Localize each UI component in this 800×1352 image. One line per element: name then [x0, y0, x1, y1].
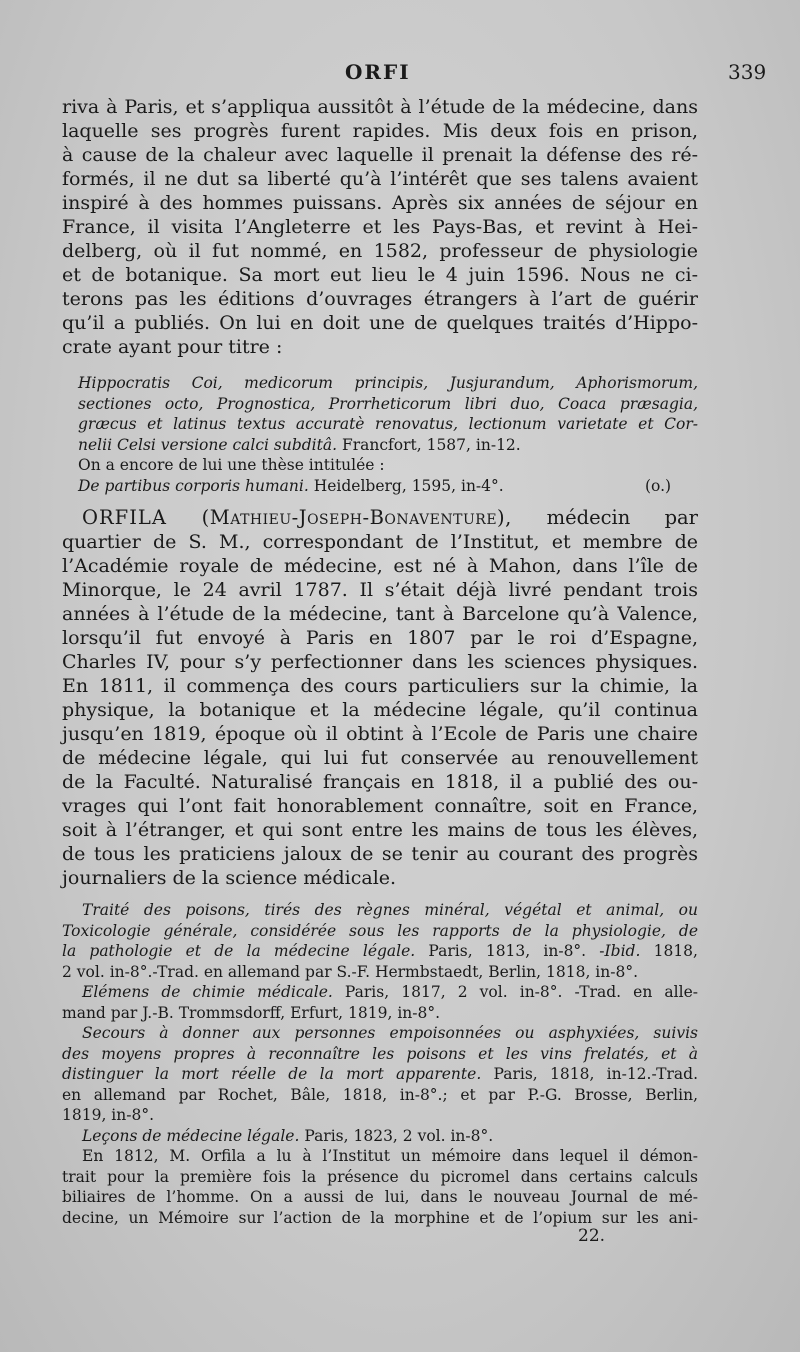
note-line: græcus et latinus textus accuratè renovatus, lectionum varietate et Cor-: [78, 415, 698, 433]
note-line: Leçons de médecine légale. Paris, 1823, 2 vol. in-8°.: [82, 1126, 494, 1145]
text-line: inspiré à des hommes puissans. Après six années de séjour en: [62, 192, 698, 214]
text-line: riva à Paris, et s’appliqua aussitôt à l’étude de la médecine, dans: [62, 96, 698, 118]
text-line: terons pas les éditions d’ouvrages étrangers à l’art de guérir: [62, 288, 698, 310]
text-line: physique, la botanique et la médecine légale, qu’il continua: [62, 699, 698, 721]
entry-given-names: (Mathieu-Joseph-Bonaventure),: [166, 506, 547, 529]
text-line: jusqu’en 1819, époque où il obtint à l’Ecole de Paris une chaire: [62, 723, 698, 745]
text-line: journaliers de la science médicale.: [62, 867, 397, 889]
gathering-signature: 22.: [578, 1226, 606, 1246]
note-line: Toxicologie générale, considérée sous les rapports de la physiologie, de: [62, 921, 698, 940]
text-line: quartier de S. M., correspondant de l’Institut, et membre de: [62, 531, 698, 553]
text-line: formés, il ne dut sa liberté qu’à l’intérêt que ses talens avaient: [62, 168, 698, 190]
note-line: On a encore de lui une thèse intitulée :: [78, 456, 385, 474]
note-line: De partibus corporis humani. Heidelberg, 1595, in-4°. (o.): [78, 476, 672, 495]
note-line: des moyens propres à reconnaître les poisons et les vins frelatés, et à: [62, 1044, 698, 1063]
note-line: sectiones octo, Prognostica, Prorrheticorum libri duo, Coaca præsagia,: [78, 394, 698, 413]
text-line: En 1811, il commença des cours particuliers sur la chimie, la: [62, 675, 698, 697]
text-line: de médecine légale, qui lui fut conservée au renouvellement: [62, 747, 698, 769]
text-line: à cause de la chaleur avec laquelle il prenait la défense des ré-: [62, 144, 698, 166]
running-head: ORFI: [345, 60, 411, 84]
note-line: Elémens de chimie médicale. Paris, 1817, 2 vol. in-8°. -Trad. en alle-: [82, 983, 698, 1001]
note-line: decine, un Mémoire sur l’action de la morphine et de l’opium sur les ani-: [62, 1208, 698, 1227]
note-line: la pathologie et de la médecine légale. Paris, 1813, in-8°. -Ibid. 1818,: [62, 942, 698, 960]
note-line: Hippocratis Coi, medicorum principis, Jusjurandum, Aphorismorum,: [78, 374, 698, 392]
author-signature: (o.): [645, 476, 672, 495]
page-body: [62, 95, 698, 1228]
note-line: 2 vol. in-8°.-Trad. en allemand par S.-F. Hermbstaedt, Berlin, 1818, in-8°.: [62, 962, 639, 981]
text-line: et de botanique. Sa mort eut lieu le 4 juin 1596. Nous ne ci-: [62, 264, 698, 286]
text-line: crate ayant pour titre :: [62, 336, 283, 358]
note-line: en allemand par Rochet, Bâle, 1818, in-8°.; et par P.-G. Brosse, Berlin,: [62, 1085, 698, 1104]
text-line: vrages qui l’ont fait honorablement connaître, soit en France,: [62, 795, 698, 817]
paragraph-orfi-bio: [62, 95, 698, 359]
text-line: l’Académie royale de médecine, est né à Mahon, dans l’île de: [62, 555, 698, 577]
bibliography-orfi: [62, 373, 698, 496]
page-header: [0, 60, 800, 90]
paragraph-orfila-bio: [62, 506, 698, 890]
entry-heading-line: ORFILA (Mathieu-Joseph-Bonaventure), médecin par: [82, 506, 699, 529]
text-line: Minorque, le 24 avril 1787. Il s’était déjà livré pendant trois: [62, 579, 698, 601]
text-line: delberg, où il fut nommé, en 1582, professeur de physiologie: [62, 240, 698, 262]
note-line: nelii Celsi versione calci subditâ. Francfort, 1587, in-12.: [78, 435, 521, 454]
note-line: distinguer la mort réelle de la mort apparente. Paris, 1818, in-12.-Trad.: [62, 1065, 698, 1083]
note-line: 1819, in-8°.: [62, 1106, 155, 1124]
note-line: trait pour la première fois la présence du picromel dans certains calculs: [62, 1167, 698, 1186]
text-line: laquelle ses progrès furent rapides. Mis deux fois en prison,: [62, 120, 698, 142]
note-line: mand par J.-B. Trommsdorff, Erfurt, 1819, in-8°.: [62, 1003, 441, 1022]
text-line: qu’il a publiés. On lui en doit une de quelques traités d’Hippo-: [62, 312, 698, 334]
note-line: biliaires de l’homme. On a aussi de lui, dans le nouveau Journal de mé-: [62, 1188, 698, 1206]
entry-name: ORFILA: [82, 506, 167, 529]
note-line: En 1812, M. Orfila a lu à l’Institut un mémoire dans lequel il démon-: [82, 1147, 698, 1165]
page-number: 339: [728, 60, 767, 84]
text-line: de tous les praticiens jaloux de se tenir au courant des progrès: [62, 843, 698, 865]
text-line: années à l’étude de la médecine, tant à Barcelone qu’à Valence,: [62, 603, 698, 625]
text-line: soit à l’étranger, et qui sont entre les mains de tous les élèves,: [62, 819, 698, 841]
text-line: lorsqu’il fut envoyé à Paris en 1807 par le roi d’Espagne,: [62, 627, 698, 649]
text-line: Charles IV, pour s’y perfectionner dans les sciences physiques.: [62, 651, 698, 673]
bibliography-orfila: [62, 900, 698, 1228]
note-line: Traité des poisons, tirés des règnes minéral, végétal et animal, ou: [82, 901, 698, 919]
text-line: de la Faculté. Naturalisé français en 1818, il a publié des ou-: [62, 771, 698, 793]
text-line: France, il visita l’Angleterre et les Pays-Bas, et revint à Hei-: [62, 216, 698, 238]
note-line: Secours à donner aux personnes empoisonnées ou asphyxiées, suivis: [82, 1024, 698, 1042]
